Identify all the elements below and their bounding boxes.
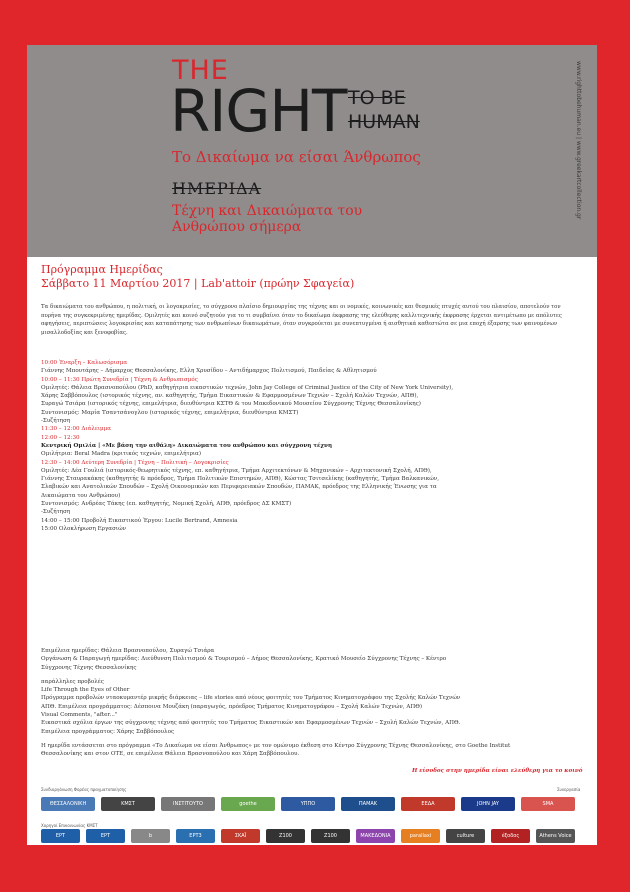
schedule-line: Συντονισμός: Ανδρέας Τάκης (επ. καθηγητής, Νομική Σχολή, ΑΠΘ, πρόεδρος ΔΣ ΚΜΣΤ) xyxy=(41,501,292,508)
poster-sheet xyxy=(27,45,597,845)
schedule-line: Ομιλήτρια: Beral Madra (κριτικός τεχνών, επιμελήτρια) xyxy=(41,451,202,458)
sponsor-logo: ΠΑΜΑΚ xyxy=(341,797,395,811)
communication-label: Χορηγοί Επικοινωνίας ΚΜΣΤ xyxy=(41,823,98,828)
credits-line: Οργάνωση & Παραγωγή ημερίδας: Διεύθυνση Πολιτισμού & Τουρισμού – Δήμος Θεσσαλονίκης, Κρατικό Μουσείο Σύγχρονης Τέχνης – Κέντρο xyxy=(41,656,447,663)
schedule-line: Χάρης Σαββόπουλος (ιστορικός τέχνης, αν. καθηγητής, Τμήμα Εικαστικών & Εφαρμοσμένων Τεχνών – Σχολή Καλών Τεχνών, ΑΠΘ), xyxy=(41,393,419,400)
schedule-line: Ομιλητές: Δέα Γουλιά (ιστορικός-θεωρητικός τέχνης, επ. καθηγήτρια, Τμήμα Αρχιτεκτόνων & Μηχανικών – Αρχιτεκτονική Σχολή, ΑΠΘ), xyxy=(41,467,432,474)
sponsor-logo: parallaxi xyxy=(401,829,440,843)
intro-paragraph: Τα δικαιώματα του ανθρώπου, η πολιτική, οι λογοκρισίες, το σύγχρονο πλαίσιο δημιουργίας της τέχνης και οι νομικές, κοινωνικές και θεσμικές πτυχές αυτού του πλαισίου, αποτελούν τον πυρήνα της συγκεκριμένης ημερίδας. Ομιλητές και κοινό συζητούν για το τι συμβαίνει όταν το δικαίωμα έκφρασης της ελεύθερης καλλιτεχνικής έκφρασης έρχεται αντιμέτωπο με απόλυτες αφηγήσεις, περιπτώσεις λογοκρισίας και καταπάτησης των ανθρωπίνων δικαιωμάτων, όταν συγκρούεται με συνεπτυγμένα ή αισθητικά καθεστώτα σε μια εποχή έξαρσης των φαινομένων μισαλλοδοξίας και ξενοφοβίας. xyxy=(41,304,562,336)
schedule-line: 14:00 – 15:00 Προβολή Εικαστικού Έργου: Lucile Bertrand, Amnesia xyxy=(41,517,238,524)
credits-line: ΑΠΘ. Επιμέλεια προγράμματος: Δέσποινα Μουζάκη (παραγωγός, πρόεδρος Τμήματος Κινηματογράφου – Σχολή Καλών Τεχνών, ΑΠΘ) xyxy=(41,703,423,710)
sponsor-logo: έξοδος xyxy=(491,829,530,843)
title-the: THE xyxy=(172,55,229,86)
sponsor-logo: Athens Voice xyxy=(536,829,575,843)
sponsor-logo: ΜΑΚΕΔΟΝΙΑ xyxy=(356,829,395,843)
greek-title: Το Δικαίωμα να είσαι Άνθρωπος xyxy=(172,148,421,166)
sponsor-logo: Ζ100 xyxy=(311,829,350,843)
sponsor-logo: ΕΡΤ xyxy=(41,829,80,843)
credits-line: Θεσσαλονίκης και στον ΟΤΕ, σε επιμέλεια Θάλεια Βρασνοπούλου και Χάρη Σαββόπουλου. xyxy=(41,751,300,758)
vertical-website-text: www.righttobehuman.eu | www.greekartcollection.gr xyxy=(575,61,582,220)
credits-line: Επιμέλεια προγράμματος: Χάρης Σαββόπουλος xyxy=(41,728,175,735)
sponsor-logo: JOHN JAY xyxy=(461,797,515,811)
credits-line: Πρόγραμμα προβολών νταοκυμαντέρ μικρής διάρκειας – life stories από νέους φοιτητές του Τμήματος Κινηματογράφου της Σχολής Καλών Τεχνών xyxy=(41,695,461,702)
partner-label: Συνεργασία xyxy=(557,787,581,792)
sponsor-logo: SMA xyxy=(521,797,575,811)
sponsor-logo: ΕΡΤ3 xyxy=(176,829,215,843)
title-to-be: TO BE xyxy=(348,87,406,109)
sponsor-logo: goethe xyxy=(221,797,275,811)
schedule-line: Γιάννης Μπουτάρης – Δήμαρχος Θεσσαλονίκης, Ελλη Χρυσίδου – Αντιδήμαρχος Πολιτισμού, Παιδείας & Αθλητισμού xyxy=(41,368,377,375)
schedule-line: -Συζήτηση xyxy=(41,509,71,516)
sponsor-logo: b xyxy=(131,829,170,843)
schedule-line: Συραγώ Τσιάρα (ιστορικός τέχνης, επιμελήτρια, διευθύντρια ΚΣΤΘ & του Μακεδονικού Μουσείου Σύγχρονης Τέχνης Θεσσαλονίκης) xyxy=(41,401,421,408)
schedule-line: Συντονισμός: Μαρία Τσαντσάνογλου (ιστορικός τέχνης, επιμελήτρια, διευθύντρια ΚΜΣΤ) xyxy=(41,409,299,416)
schedule-line: 10:00 Έναρξη – Καλωσόρισμα xyxy=(41,360,128,366)
title-human: HUMAN xyxy=(348,111,420,133)
date-line: Σάββατο 11 Μαρτίου 2017 | Lab'attoir (πρώην Σφαγεία) xyxy=(41,277,355,290)
sponsor-logo: ΙΝΣΤΙΤΟΥΤΟ xyxy=(161,797,215,811)
schedule-line: 10:00 – 11:30 Πρώτη Συνεδρία | Τέχνη & Ανθρωπισμός xyxy=(41,376,198,383)
sponsor-logo: Ζ100 xyxy=(266,829,305,843)
organizers-label: Συνδιοργάνωση Φορέας πραγματοποίησης xyxy=(41,787,127,792)
schedule-line: 11:30 – 12:00 Διάλειμμα xyxy=(41,426,112,433)
subtitle: Τέχνη και Δικαιώματα του Ανθρώπου σήμερα xyxy=(172,203,363,235)
credits-line: Σύγχρονης Τέχνης Θεσσαλονίκης xyxy=(41,664,137,671)
sponsor-logo: ΕΡΤ xyxy=(86,829,125,843)
schedule-line: Δικαιώματα του Ανθρώπου) xyxy=(41,492,121,499)
program-title: Πρόγραμμα Ημερίδας xyxy=(41,263,163,276)
schedule-line: Ομιλητές: Θάλεια Βρασνοπούλου (PhD, καθηγήτρια εικαστικών τεχνών, John Jay College of Criminal Justice of the City of New York University), xyxy=(41,384,454,391)
sponsor-logo: ΣΚΑΪ xyxy=(221,829,260,843)
schedule-line: -Συζήτηση xyxy=(41,418,71,425)
sponsor-logo: culture xyxy=(446,829,485,843)
sponsor-logo: ΚΜΣΤ xyxy=(101,797,155,811)
credits-line: Life Through the Eyes of Other xyxy=(41,687,130,694)
schedule-line: Σλαβικών και Ανατολικών Σπουδών – Σχολή Οικονομικών και Περιφερειακών Σπουδών, ΠΑΜΑΚ, πρόεδρος της Ελληνικής Ένωσης για τα xyxy=(41,484,437,491)
schedule-line: 12:30 – 14:00 Δεύτερη Συνεδρία | Τέχνη – Πολιτική – Λογοκρισίες xyxy=(41,459,229,466)
poster-header xyxy=(27,45,597,257)
credits-line: Visual Comments, "after..." xyxy=(41,712,118,719)
sponsor-logo: ΥΠΠΟ xyxy=(281,797,335,811)
credits-line: παράλληλες προβολές xyxy=(41,678,104,685)
title-right: RIGHT xyxy=(170,77,347,145)
schedule-line: 12:00 – 12:30 xyxy=(41,434,80,441)
credits-list xyxy=(41,647,581,759)
schedule-line: Γιάννης Σταυρακάκης (καθηγητής & πρόεδρος, Τμήμα Πολιτικών Επιστημών, ΑΠΘ), Κώστας Τσιτσελίκης (καθηγητής, Τμήμα Βαλκανικών, xyxy=(41,476,440,483)
credits-line: Εικαστικά σχόλια έργων της σύγχρονης τέχνης από φοιτητές του Τμήματος Εικαστικών και Εφαρμοσμένων Τεχνών – Σχολή Καλών Τεχνών, ΑΠΘ. xyxy=(41,720,461,727)
free-entry-note: Η είσοδος στην ημερίδα είναι ελεύθερη για το κοινό xyxy=(412,768,583,774)
credits-line: Επιμέλεια ημερίδας: Θάλεια Βρασνοπούλου, Συραγώ Τσιάρα xyxy=(41,648,215,654)
schedule-list xyxy=(41,359,581,533)
schedule-line: Κεντρική Ομιλία | «Με βάση την αιθάλη» Δικαιώματα του ανθρώπου και σύγχρονη τέχνη xyxy=(41,442,333,449)
credits-line: Η ημερίδα εντάσσεται στο πρόγραμμα «Το Δικαίωμα να είσαι Άνθρωπος» με τον ομώνυμο έκθεση στο Κέντρο Σύγχρονης Τέχνης Θεσσαλονίκης, στο Goethe Institut xyxy=(41,742,511,749)
imerida-label: ΗΜΕΡΙΔΑ xyxy=(172,179,262,198)
schedule-line: 15:00 Ολοκλήρωση Εργασιών xyxy=(41,525,127,532)
sponsor-logo: ΘΕΣΣΑΛΟΝΙΚΗ xyxy=(41,797,95,811)
sponsor-logo: ΕΕΔΑ xyxy=(401,797,455,811)
